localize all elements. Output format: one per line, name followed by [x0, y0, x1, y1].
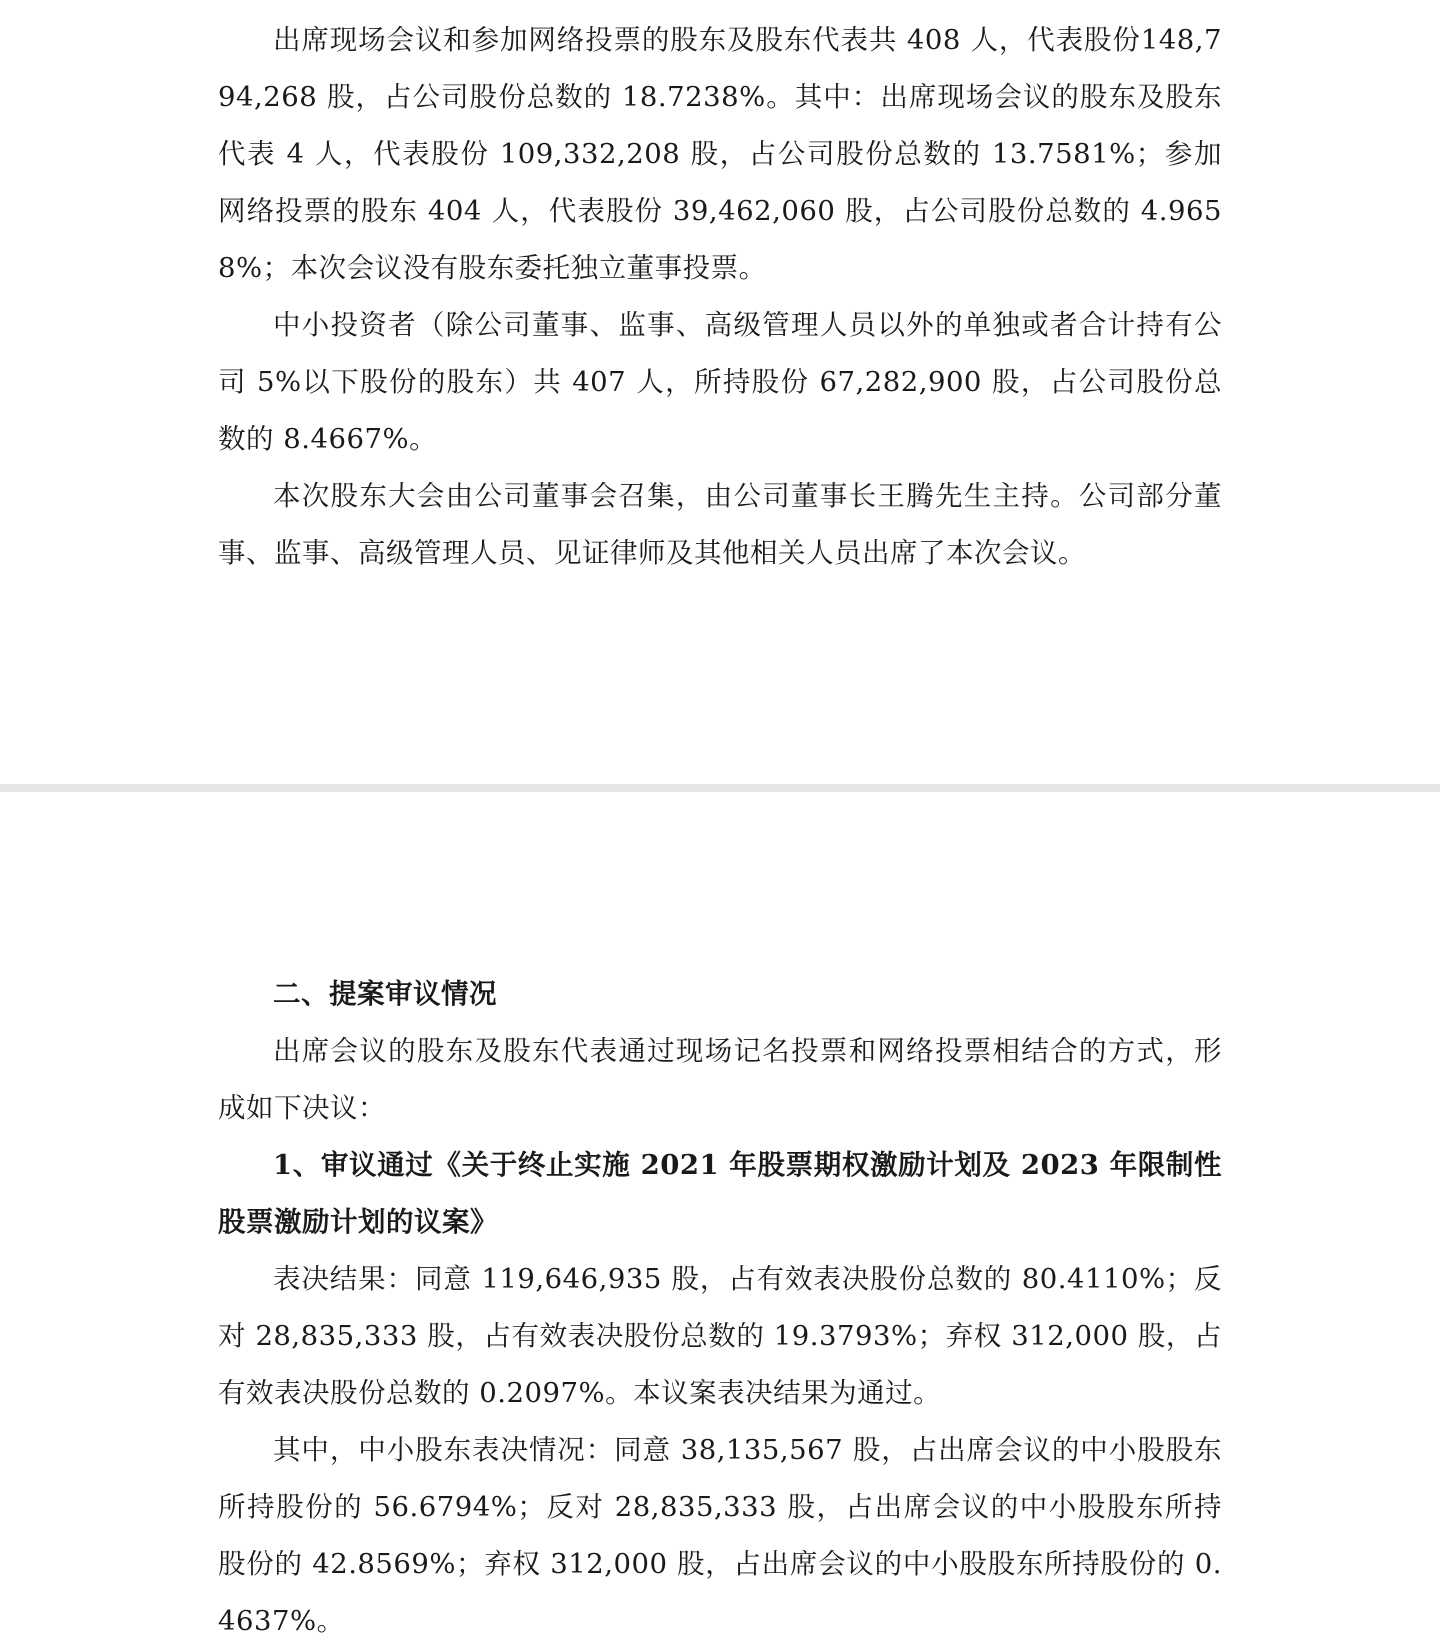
document-page-1	[0, 0, 1440, 784]
page-2-body	[218, 966, 1222, 1650]
meeting-host-paragraph: 本次股东大会由公司董事会召集，由公司董事长王腾先生主持。公司部分董事、监事、高级管理人员、见证律师及其他相关人员出席了本次会议。	[218, 480, 1222, 569]
resolution-intro-paragraph: 出席会议的股东及股东代表通过现场记名投票和网络投票相结合的方式，形成如下决议：	[218, 1035, 1222, 1124]
minority-investors-paragraph: 中小投资者（除公司董事、监事、高级管理人员以外的单独或者合计持有公司 5%以下股份的股东）共 407 人，所持股份 67,282,900 股，占公司股份总数的 8.4667%。	[218, 309, 1222, 455]
proposal-title: 1、审议通过《关于终止实施 2021 年股票期权激励计划及 2023 年限制性股票激励计划的议案》	[218, 1149, 1222, 1238]
section-heading: 二、提案审议情况	[273, 978, 497, 1010]
document-page-2	[0, 792, 1440, 1637]
minority-vote-paragraph: 其中，中小股东表决情况：同意 38,135,567 股，占出席会议的中小股股东所持股份的 56.6794%；反对 28,835,333 股，占出席会议的中小股股东所持股份的 42.8569%；弃权 312,000 股，占出席会议的中小股股东所持股份的 0.4637%。	[218, 1434, 1222, 1637]
attendance-paragraph: 出席现场会议和参加网络投票的股东及股东代表共 408 人，代表股份148,794,268 股，占公司股份总数的 18.7238%。其中：出席现场会议的股东及股东代表 4 人，代表股份 109,332,208 股，占公司股份总数的 13.7581%；参加网络投票的股东 404 人，代表股份 39,462,060 股，占公司股份总数的 4.9658%；本次会议没有股东委托独立董事投票。	[218, 24, 1222, 284]
page-separator	[0, 784, 1440, 792]
page-1-body	[218, 12, 1222, 582]
vote-result-paragraph: 表决结果：同意 119,646,935 股，占有效表决股份总数的 80.4110%；反对 28,835,333 股，占有效表决股份总数的 19.3793%；弃权 312,000 股，占有效表决股份总数的 0.2097%。本议案表决结果为通过。	[218, 1263, 1222, 1409]
